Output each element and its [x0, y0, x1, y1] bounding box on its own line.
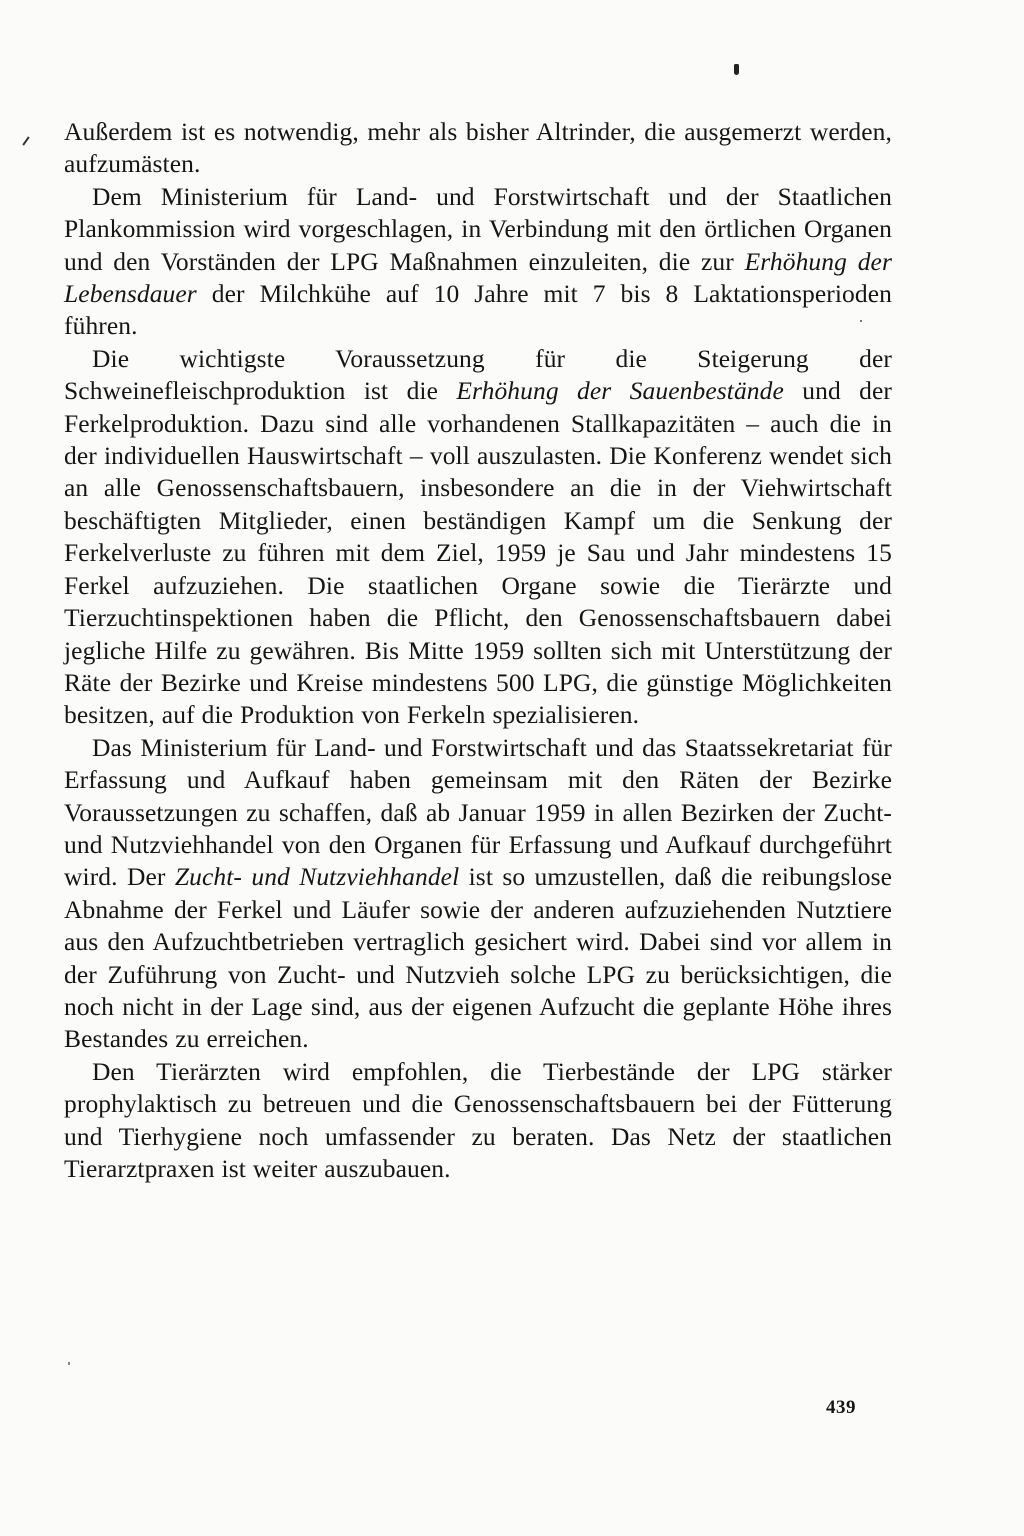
paragraph-4-text-b: ist so umzustellen, daß die reibungslose Abnahme der Ferkel und Läufer sowie der anderen aufzuziehenden Nutztiere aus den Aufzuchtbetrieben vertraglich gesichert wird. Dabei sind vor allem in der Zuführung von Zucht- und Nutzvieh solche LPG zu berücksichtigen, die noch nicht in der Lage sind, aus der eigenen Aufzucht die geplante Höhe ihres Bestandes zu erreichen. — [64, 862, 893, 1054]
paragraph-2-text-a: Dem Ministerium für Land- und Forstwirtschaft und der Staatlichen Plankommission wird vorgeschlagen, in Verbindung mit den örtlichen Organen und den Vorständen der LPG Maßnahmen einzuleiten, die zur — [64, 181, 892, 276]
paragraph-3-emphasis: Erhöhung der Sauenbestände — [456, 376, 784, 406]
paragraph-3-text-a: Die wichtigste Voraussetzung für die Steigerung der Schweinefleischproduktion ist die — [64, 343, 892, 406]
body-text — [64, 116, 892, 1185]
paragraph-3-text-b: und der Ferkelproduktion. Dazu sind alle vorhandenen Stallkapazitäten – auch die in der individuellen Hauswirtschaft – voll auszulasten. Die Konferenz wendet sich an alle Genossenschaftsbauern, insbesondere an die in der Viehwirtschaft beschäftigten Mitglieder, einen beständigen Kampf um die Senkung der Ferkelverluste zu führen mit dem Ziel, 1959 je Sau und Jahr mindestens 15 Ferkel aufzuziehen. Die staatlichen Organe sowie die Tierärzte und Tierzuchtinspektionen haben die Pflicht, den Genossenschaftsbauern dabei jegliche Hilfe zu gewähren. Bis Mitte 1959 sollten sich mit Unterstützung der Räte der Bezirke und Kreise mindestens 500 LPG, die günstige Möglichkeiten besitzen, auf die Produktion von Ferkeln spezialisieren. — [64, 376, 892, 730]
paragraph-1 — [64, 116, 892, 181]
paragraph-4 — [64, 732, 892, 1056]
paragraph-3 — [64, 343, 892, 732]
paragraph-1-text: Außerdem ist es notwendig, mehr als bisher Altrinder, die ausgemerzt werden, aufzumästen. — [64, 117, 892, 179]
paragraph-2 — [64, 181, 892, 343]
paragraph-2-emphasis: Erhöhung der Lebensdauer — [64, 246, 892, 309]
paragraph-2-text-b: der Milchkühe auf 10 Jahre mit 7 bis 8 Laktationsperioden führen. — [64, 279, 892, 341]
paragraph-5 — [64, 1056, 892, 1186]
print-speck-bottom — [68, 1362, 70, 1365]
page-number: 439 — [826, 1397, 856, 1418]
paragraph-4-emphasis: Zucht- und Nutzviehhandel — [174, 862, 460, 892]
margin-mark — [22, 136, 29, 145]
print-speck-top — [734, 64, 739, 75]
paragraph-4-text-a: Das Ministerium für Land- und Forstwirtschaft und das Staatssekretariat für Erfassung und Aufkauf haben gemeinsam mit den Räten der Bezirke Voraussetzungen zu schaffen, daß ab Januar 1959 in allen Bezirken der Zucht- und Nutzviehhandel von den Organen für Erfassung und Aufkauf durchgeführt wird. Der — [64, 732, 892, 892]
paragraph-5-text: Den Tierärzten wird empfohlen, die Tierbestände der LPG stärker prophylaktisch zu betreuen und die Genossenschaftsbauern bei der Fütterung und Tierhygiene noch umfassender zu beraten. Das Netz der staatlichen Tierarztpraxen ist weiter auszubauen. — [64, 1056, 892, 1183]
